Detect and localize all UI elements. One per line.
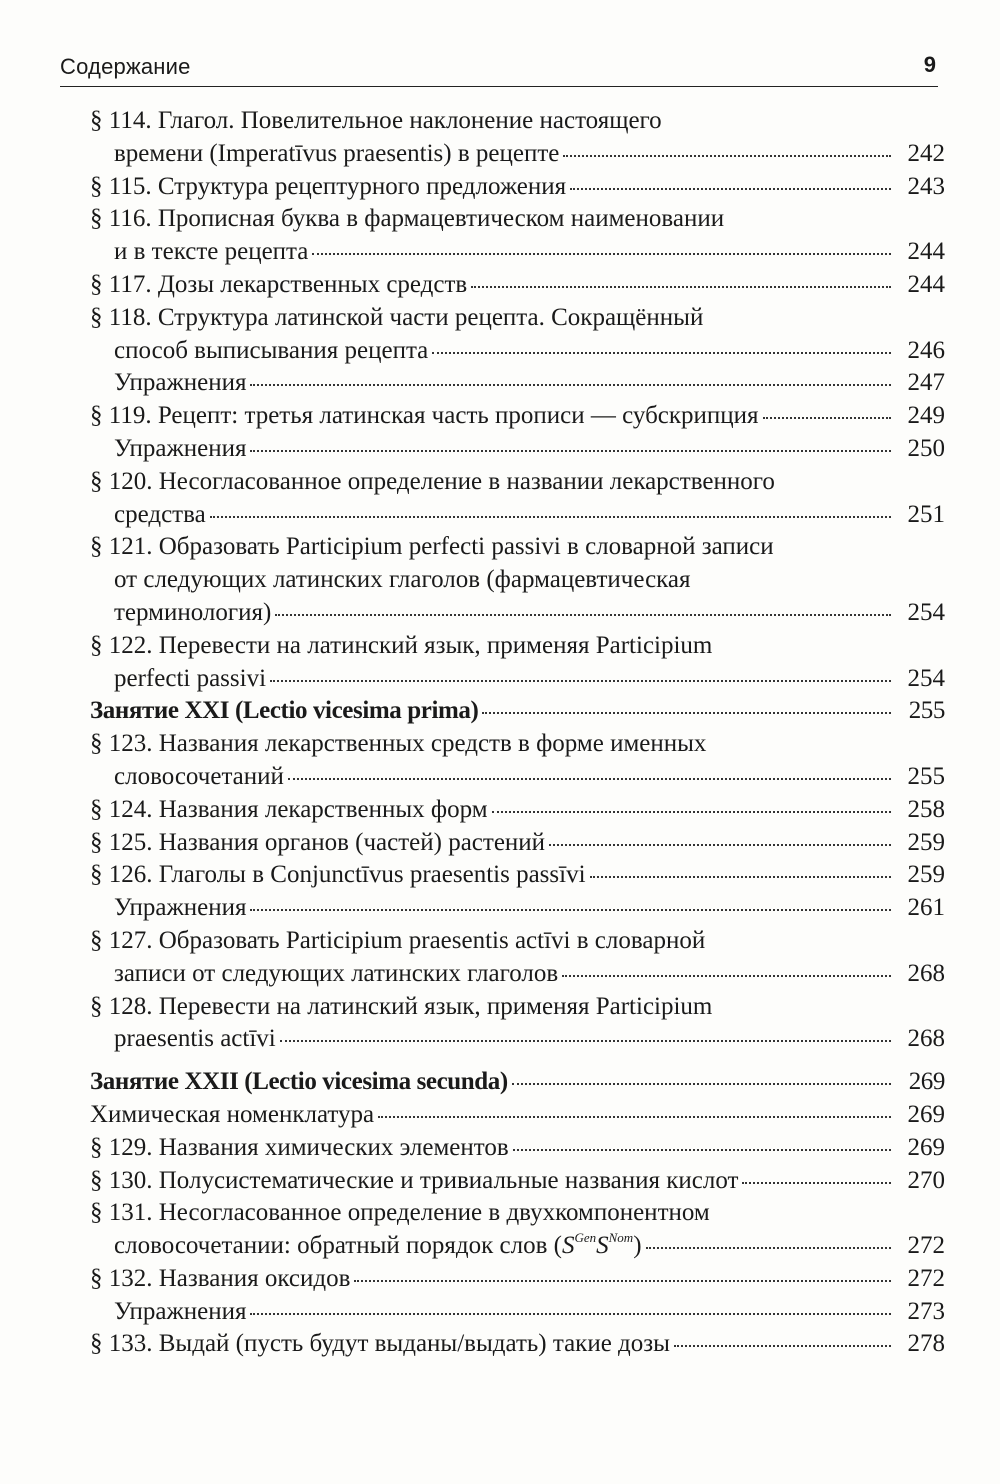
toc-page-number: 268	[907, 1025, 945, 1053]
toc-page-number: 244	[907, 270, 945, 298]
toc-entry-text-part: )	[633, 1232, 642, 1260]
toc-page-number: 246	[907, 336, 945, 364]
toc-entry-125	[90, 827, 945, 860]
toc-entry-text: терминология)	[114, 598, 272, 626]
section-spacer	[90, 1056, 945, 1066]
toc-entry-text: словосочетаний	[114, 762, 284, 790]
toc-entry-114	[90, 105, 945, 171]
toc-entry-text: § 127. Образовать Participium praesentis actīvi в словарной	[90, 926, 706, 954]
toc-entry-132	[90, 1263, 945, 1296]
dot-leader	[378, 1116, 891, 1118]
page-number: 9	[923, 52, 936, 77]
toc-entry-127	[90, 925, 945, 991]
formula-superscript: Nom	[608, 1230, 634, 1246]
toc-entry-129	[90, 1132, 945, 1165]
toc-entry-text	[114, 1230, 642, 1263]
dot-leader	[763, 417, 891, 419]
toc-page-number: 251	[907, 500, 945, 528]
toc-page-number: 259	[907, 828, 945, 856]
toc-page-number: 254	[907, 664, 945, 692]
dot-leader	[646, 1247, 891, 1249]
toc-entry-exercises	[90, 1296, 945, 1329]
toc-chapter-22	[90, 1066, 945, 1099]
toc-page-number: 247	[907, 369, 945, 397]
toc-entry-text: § 131. Несогласованное определение в двухкомпонентном	[90, 1199, 710, 1227]
toc-entry-text: praesentis actīvi	[114, 1025, 276, 1053]
toc-entry-text: § 124. Названия лекарственных форм	[90, 795, 488, 823]
dot-leader	[210, 516, 891, 518]
dot-leader	[280, 1040, 891, 1042]
toc-entry-text: и в тексте рецепта	[114, 238, 309, 266]
toc-entry-exercises	[90, 433, 945, 466]
toc-page-number: 270	[907, 1166, 945, 1194]
toc-entry-text: § 115. Структура рецептурного предложения	[90, 172, 567, 200]
toc-entry-text: § 116. Прописная буква в фармацевтическом наименовании	[90, 205, 725, 233]
dot-leader	[354, 1280, 891, 1282]
running-header	[60, 54, 938, 87]
toc-entry-126	[90, 859, 945, 892]
toc-page-number: 272	[907, 1232, 945, 1260]
dot-leader	[288, 778, 891, 780]
toc-entry-text: способ выписывания рецепта	[114, 336, 429, 364]
dot-leader	[250, 1313, 891, 1315]
toc-entry-chemical-nomenclature	[90, 1099, 945, 1132]
dot-leader	[549, 844, 891, 846]
toc-page-number: 250	[907, 434, 945, 462]
dot-leader	[570, 188, 891, 190]
dot-leader	[250, 909, 891, 911]
toc-entry-120	[90, 466, 945, 532]
dot-leader	[674, 1345, 891, 1347]
table-of-contents	[90, 105, 945, 1361]
toc-entry-117	[90, 269, 945, 302]
toc-entry-text: от следующих латинских глаголов (фармацевтическая	[114, 566, 691, 594]
formula-superscript: Gen	[574, 1230, 597, 1246]
toc-page-number: 278	[907, 1330, 945, 1358]
toc-entry-128	[90, 991, 945, 1057]
toc-entry-text: средства	[114, 500, 206, 528]
toc-entry-115	[90, 171, 945, 204]
dot-leader	[562, 975, 891, 977]
toc-entry-124	[90, 794, 945, 827]
toc-page-number: 258	[907, 795, 945, 823]
toc-page-number: 243	[907, 172, 945, 200]
toc-entry-text: § 128. Перевести на латинский язык, применяя Participium	[90, 992, 713, 1020]
toc-entry-text: § 123. Названия лекарственных средств в форме именных	[90, 730, 707, 758]
toc-entry-123	[90, 728, 945, 794]
dot-leader	[742, 1182, 891, 1184]
toc-entry-text: § 118. Структура латинской части рецепта. Сокращённый	[90, 303, 704, 331]
toc-page-number: 255	[907, 762, 945, 790]
dot-leader	[432, 352, 891, 354]
toc-page-number: 259	[907, 861, 945, 889]
toc-page-number: 269	[907, 1100, 945, 1128]
toc-entry-text: § 129. Названия химических элементов	[90, 1133, 509, 1161]
toc-entry-text: § 120. Несогласованное определение в названии лекарственного	[90, 467, 775, 495]
dot-leader	[312, 253, 891, 255]
toc-entry-text: § 122. Перевести на латинский язык, применяя Participium	[90, 631, 713, 659]
toc-entry-text: § 125. Названия органов (частей) растений	[90, 828, 546, 856]
toc-page-number: 269	[908, 1068, 945, 1096]
toc-page-number: 268	[907, 959, 945, 987]
toc-entry-text: Упражнения	[114, 434, 247, 462]
dot-leader	[270, 680, 891, 682]
toc-page-number: 255	[908, 697, 945, 725]
toc-entry-exercises	[90, 892, 945, 925]
toc-chapter-21	[90, 695, 945, 728]
toc-entry-text: записи от следующих латинских глаголов	[114, 959, 559, 987]
toc-entry-text: § 119. Рецепт: третья латинская часть прописи — субскрипция	[90, 402, 759, 430]
toc-page-number: 269	[907, 1133, 945, 1161]
toc-entry-text: § 130. Полусистематические и тривиальные названия кислот	[90, 1166, 739, 1194]
toc-entry-text: § 117. Дозы лекарственных средств	[90, 270, 468, 298]
toc-entry-text: Упражнения	[114, 369, 247, 397]
toc-entry-exercises	[90, 367, 945, 400]
toc-entry-116	[90, 203, 945, 269]
toc-entry-118	[90, 302, 945, 368]
toc-page-number: 254	[907, 598, 945, 626]
toc-entry-text: § 114. Глагол. Повелительное наклонение настоящего	[90, 107, 662, 134]
dot-leader	[513, 1149, 891, 1151]
formula-symbol: S	[596, 1232, 609, 1260]
toc-entry-text: § 133. Выдай (пусть будут выданы/выдать) такие дозы	[90, 1330, 670, 1358]
dot-leader	[563, 155, 891, 157]
toc-entry-text: Упражнения	[114, 894, 247, 922]
toc-entry-text-part: словосочетании: обратный порядок слов (	[114, 1232, 562, 1260]
dot-leader	[471, 286, 891, 288]
toc-entry-133	[90, 1328, 945, 1361]
toc-entry-text: perfecti passivi	[114, 664, 267, 692]
toc-chapter-title: Занятие XXII (Lectio vicesima secunda)	[90, 1068, 508, 1096]
toc-entry-text: § 121. Образовать Participium perfecti passivi в словарной записи	[90, 533, 774, 561]
toc-entry-text: § 126. Глаголы в Conjunctīvus praesentis passīvi	[90, 861, 586, 889]
toc-entry-text: времени (Imperatīvus praesentis) в рецепте	[114, 139, 560, 167]
dot-leader	[250, 384, 891, 386]
toc-page-number: 249	[907, 402, 945, 430]
toc-page-number: 244	[907, 238, 945, 266]
toc-entry-text: § 132. Названия оксидов	[90, 1264, 351, 1292]
toc-page-number: 242	[907, 139, 945, 167]
toc-chapter-title: Занятие XXI (Lectio vicesima prima)	[90, 697, 479, 725]
toc-page-number: 272	[907, 1264, 945, 1292]
dot-leader	[590, 876, 891, 878]
toc-entry-130	[90, 1165, 945, 1198]
toc-entry-122	[90, 630, 945, 696]
toc-entry-text: Упражнения	[114, 1297, 247, 1325]
toc-entry-121	[90, 531, 945, 629]
dot-leader	[492, 811, 891, 813]
dot-leader	[250, 450, 891, 452]
toc-entry-text: Химическая номенклатура	[90, 1100, 375, 1128]
toc-page-number: 273	[907, 1297, 945, 1325]
dot-leader	[512, 1083, 891, 1085]
dot-leader	[275, 614, 891, 616]
toc-page-number: 261	[907, 894, 945, 922]
dot-leader	[482, 712, 891, 714]
running-title: Содержание	[60, 54, 191, 79]
toc-entry-131	[90, 1197, 945, 1263]
toc-entry-119	[90, 400, 945, 433]
formula-symbol: S	[561, 1232, 575, 1260]
